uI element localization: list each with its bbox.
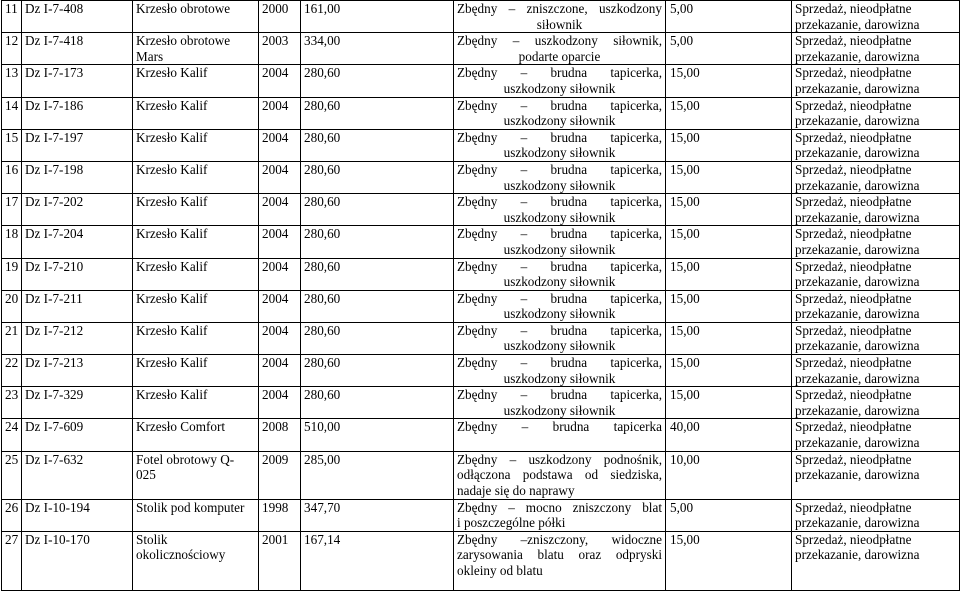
- cell-disposal-line: przekazanie, darowizna: [795, 547, 920, 563]
- cell-no: 24: [2, 419, 22, 451]
- cell-price: 15,00: [666, 129, 792, 161]
- cell-inv: Dz I-7-609: [22, 419, 133, 451]
- table-row: [2, 129, 960, 161]
- cell-reason: [454, 531, 666, 590]
- cell-reason: [454, 499, 666, 531]
- cell-inv: Dz I-7-210: [22, 258, 133, 290]
- cell-reason: [454, 419, 666, 451]
- cell-disposal-line: Sprzedaż, nieodpłatne: [795, 33, 912, 49]
- cell-reason-line: uszkodzony siłownik: [503, 370, 616, 386]
- cell-disposal-line: Sprzedaż, nieodpłatne: [795, 65, 912, 81]
- cell-name: [133, 33, 259, 65]
- cell-reason-line: Zbędny – brudna tapicerka,: [457, 161, 662, 177]
- cell-inv: Dz I-7-418: [22, 33, 133, 65]
- cell-value: 280,60: [301, 161, 454, 193]
- cell-name: Krzesło Kalif: [133, 322, 259, 354]
- cell-year: 2003: [259, 33, 301, 65]
- cell-disposal-line: Sprzedaż, nieodpłatne: [795, 226, 912, 242]
- table-row: [2, 387, 960, 419]
- cell-reason-line: Zbędny – uszkodzony siłownik,: [457, 33, 662, 49]
- cell-disposal: [792, 258, 960, 290]
- cell-disposal-line: przekazanie, darowizna: [795, 435, 920, 451]
- cell-name: Krzesło obrotowe: [133, 1, 259, 33]
- cell-reason-line: Zbędny – brudna tapicerka,: [457, 322, 662, 338]
- cell-disposal: [792, 322, 960, 354]
- cell-year: 2009: [259, 451, 301, 499]
- cell-disposal-line: Sprzedaż, nieodpłatne: [795, 258, 912, 274]
- cell-reason: [454, 129, 666, 161]
- cell-no: 25: [2, 451, 22, 499]
- cell-no: 27: [2, 531, 22, 590]
- cell-value: 280,60: [301, 387, 454, 419]
- cell-name: Krzesło Kalif: [133, 387, 259, 419]
- cell-disposal: [792, 129, 960, 161]
- cell-reason-line: Zbędny – brudna tapicerka,: [457, 387, 662, 403]
- cell-no: 15: [2, 129, 22, 161]
- cell-reason-line: Zbędny – mocno zniszczony blat: [457, 499, 662, 515]
- table-row: [2, 33, 960, 65]
- cell-reason-line: nadaje się do naprawy: [457, 482, 575, 498]
- cell-year: 2004: [259, 387, 301, 419]
- cell-no: 17: [2, 194, 22, 226]
- cell-reason-line: Zbędny – brudna tapicerka,: [457, 97, 662, 113]
- table-row: [2, 194, 960, 226]
- cell-disposal-line: przekazanie, darowizna: [795, 16, 920, 32]
- cell-reason-line: uszkodzony siłownik: [503, 145, 616, 161]
- cell-reason: [454, 97, 666, 129]
- cell-reason: [454, 226, 666, 258]
- cell-no: 26: [2, 499, 22, 531]
- cell-year: 2004: [259, 194, 301, 226]
- cell-price: 10,00: [666, 451, 792, 499]
- cell-disposal-line: przekazanie, darowizna: [795, 515, 920, 531]
- cell-disposal-line: przekazanie, darowizna: [795, 402, 920, 418]
- cell-reason: [454, 258, 666, 290]
- cell-year: 2008: [259, 419, 301, 451]
- cell-disposal: [792, 387, 960, 419]
- table-row: [2, 258, 960, 290]
- cell-price: 15,00: [666, 355, 792, 387]
- cell-reason-line: okleiny od blatu: [457, 563, 543, 578]
- cell-inv: Dz I-7-213: [22, 355, 133, 387]
- cell-inv: Dz I-7-408: [22, 1, 133, 33]
- cell-disposal-line: przekazanie, darowizna: [795, 177, 920, 193]
- cell-disposal: [792, 290, 960, 322]
- cell-reason-line: uszkodzony siłownik: [503, 338, 616, 354]
- table-row: [2, 451, 960, 499]
- cell-reason-line: zarysowania blatu oraz odpryski: [457, 547, 662, 563]
- cell-no: 13: [2, 65, 22, 97]
- cell-disposal: [792, 451, 960, 499]
- cell-year: 2004: [259, 290, 301, 322]
- cell-reason: [454, 194, 666, 226]
- table-row: [2, 499, 960, 531]
- cell-disposal: [792, 499, 960, 531]
- cell-price: 15,00: [666, 194, 792, 226]
- cell-disposal: [792, 161, 960, 193]
- cell-year: 2004: [259, 65, 301, 97]
- cell-reason-line: Zbędny – brudna tapicerka,: [457, 194, 662, 210]
- cell-value: 280,60: [301, 290, 454, 322]
- cell-name-line: Fotel obrotowy Q-: [136, 451, 235, 467]
- cell-year: 2000: [259, 1, 301, 33]
- cell-disposal-line: przekazanie, darowizna: [795, 48, 920, 64]
- cell-year: 2004: [259, 355, 301, 387]
- cell-disposal-line: przekazanie, darowizna: [795, 306, 920, 322]
- asset-table: [1, 0, 960, 591]
- cell-disposal-line: Sprzedaż, nieodpłatne: [795, 129, 912, 145]
- cell-disposal: [792, 1, 960, 33]
- cell-reason: [454, 355, 666, 387]
- cell-reason-line: uszkodzony siłownik: [503, 402, 616, 418]
- cell-inv: Dz I-7-197: [22, 129, 133, 161]
- cell-reason: [454, 1, 666, 33]
- cell-value: 280,60: [301, 129, 454, 161]
- cell-name: Krzesło Kalif: [133, 290, 259, 322]
- cell-price: 15,00: [666, 97, 792, 129]
- cell-value: 280,60: [301, 65, 454, 97]
- cell-year: 2004: [259, 97, 301, 129]
- table-row: [2, 355, 960, 387]
- cell-price: 15,00: [666, 65, 792, 97]
- cell-inv: Dz I-7-632: [22, 451, 133, 499]
- cell-no: 20: [2, 290, 22, 322]
- cell-reason-line: uszkodzony siłownik: [503, 209, 616, 225]
- cell-name: Stolik pod komputer: [133, 499, 259, 531]
- cell-name-line: okolicznościowy: [136, 547, 226, 563]
- cell-value: 285,00: [301, 451, 454, 499]
- cell-disposal: [792, 194, 960, 226]
- cell-price: 40,00: [666, 419, 792, 451]
- cell-reason: [454, 161, 666, 193]
- cell-price: 15,00: [666, 258, 792, 290]
- cell-disposal: [792, 33, 960, 65]
- cell-price: 5,00: [666, 1, 792, 33]
- cell-price: 15,00: [666, 322, 792, 354]
- cell-no: 14: [2, 97, 22, 129]
- cell-name: Krzesło Kalif: [133, 97, 259, 129]
- cell-reason-line: Zbędny – brudna tapicerka,: [457, 226, 662, 242]
- cell-disposal-line: Sprzedaż, nieodpłatne: [795, 97, 912, 113]
- cell-reason-line: odłączona podstawa od siedziska,: [457, 467, 662, 483]
- cell-inv: Dz I-7-329: [22, 387, 133, 419]
- cell-name: Krzesło Kalif: [133, 355, 259, 387]
- cell-inv: Dz I-7-202: [22, 194, 133, 226]
- cell-year: 2004: [259, 322, 301, 354]
- cell-name: Krzesło Kalif: [133, 65, 259, 97]
- cell-year: 2004: [259, 226, 301, 258]
- cell-disposal-line: Sprzedaż, nieodpłatne: [795, 387, 912, 403]
- cell-reason-line: Zbędny –zniszczony, widoczne: [457, 531, 662, 547]
- cell-year: 2004: [259, 258, 301, 290]
- cell-name: [133, 531, 259, 590]
- cell-reason: [454, 451, 666, 499]
- cell-name: [133, 451, 259, 499]
- cell-reason-line: uszkodzony siłownik: [503, 80, 616, 96]
- cell-inv: Dz I-7-211: [22, 290, 133, 322]
- cell-no: 18: [2, 226, 22, 258]
- cell-no: 11: [2, 1, 22, 33]
- cell-inv: Dz I-10-170: [22, 531, 133, 590]
- cell-reason-line: i poszczególne półki: [457, 515, 566, 531]
- table-row: [2, 226, 960, 258]
- cell-inv: Dz I-7-186: [22, 97, 133, 129]
- cell-disposal: [792, 355, 960, 387]
- cell-value: 280,60: [301, 97, 454, 129]
- cell-inv: Dz I-7-204: [22, 226, 133, 258]
- cell-name: Krzesło Kalif: [133, 129, 259, 161]
- cell-price: 5,00: [666, 499, 792, 531]
- cell-disposal-line: przekazanie, darowizna: [795, 241, 920, 257]
- cell-reason-line: Zbędny – uszkodzony podnośnik,: [457, 451, 662, 467]
- cell-year: 2001: [259, 531, 301, 590]
- cell-reason-line: Zbędny – zniszczone, uszkodzony: [457, 1, 662, 16]
- cell-no: 12: [2, 33, 22, 65]
- cell-disposal-line: przekazanie, darowizna: [795, 467, 920, 483]
- cell-value: 167,14: [301, 531, 454, 590]
- cell-disposal-line: przekazanie, darowizna: [795, 145, 920, 161]
- cell-price: 15,00: [666, 226, 792, 258]
- table-row: [2, 65, 960, 97]
- table-row: [2, 97, 960, 129]
- cell-name: Krzesło Kalif: [133, 161, 259, 193]
- cell-reason-line: uszkodzony siłownik: [503, 274, 616, 290]
- cell-disposal: [792, 419, 960, 451]
- cell-reason: [454, 322, 666, 354]
- cell-disposal-line: przekazanie, darowizna: [795, 113, 920, 129]
- cell-disposal-line: przekazanie, darowizna: [795, 274, 920, 290]
- cell-disposal-line: przekazanie, darowizna: [795, 370, 920, 386]
- cell-price: 5,00: [666, 33, 792, 65]
- cell-value: 280,60: [301, 322, 454, 354]
- cell-value: 347,70: [301, 499, 454, 531]
- cell-value: 280,60: [301, 355, 454, 387]
- cell-price: 15,00: [666, 387, 792, 419]
- cell-no: 19: [2, 258, 22, 290]
- cell-reason-line: podarte oparcie: [518, 48, 601, 64]
- cell-name-line: Krzesło obrotowe: [136, 33, 231, 49]
- cell-reason-line: uszkodzony siłownik: [503, 241, 616, 257]
- cell-no: 23: [2, 387, 22, 419]
- cell-reason-line: uszkodzony siłownik: [503, 306, 616, 322]
- cell-price: 15,00: [666, 290, 792, 322]
- cell-disposal: [792, 97, 960, 129]
- cell-disposal: [792, 65, 960, 97]
- cell-disposal-line: Sprzedaż, nieodpłatne: [795, 499, 912, 515]
- cell-disposal-line: Sprzedaż, nieodpłatne: [795, 419, 912, 435]
- cell-disposal-line: przekazanie, darowizna: [795, 80, 920, 96]
- cell-year: 2004: [259, 161, 301, 193]
- cell-name-line: 025: [136, 467, 156, 483]
- cell-name: Krzesło Comfort: [133, 419, 259, 451]
- asset-table-body: [2, 1, 960, 591]
- cell-year: 1998: [259, 499, 301, 531]
- cell-value: 280,60: [301, 258, 454, 290]
- cell-reason-line: siłownik: [536, 16, 583, 32]
- table-row: [2, 161, 960, 193]
- cell-reason: [454, 290, 666, 322]
- cell-reason-line: Zbędny – brudna tapicerka,: [457, 65, 662, 81]
- cell-reason: [454, 65, 666, 97]
- cell-no: 21: [2, 322, 22, 354]
- cell-disposal-line: Sprzedaż, nieodpłatne: [795, 161, 912, 177]
- cell-name-line: Mars: [136, 48, 164, 64]
- cell-reason-line: Zbędny – brudna tapicerka,: [457, 290, 662, 306]
- cell-name: Krzesło Kalif: [133, 194, 259, 226]
- cell-inv: Dz I-7-212: [22, 322, 133, 354]
- cell-price: 15,00: [666, 531, 792, 590]
- cell-disposal-line: Sprzedaż, nieodpłatne: [795, 451, 912, 467]
- cell-inv: Dz I-7-173: [22, 65, 133, 97]
- table-row: [2, 1, 960, 33]
- cell-reason-line: uszkodzony siłownik: [503, 113, 616, 129]
- cell-disposal: [792, 226, 960, 258]
- cell-no: 22: [2, 355, 22, 387]
- cell-value: 510,00: [301, 419, 454, 451]
- cell-price: 15,00: [666, 161, 792, 193]
- cell-reason: [454, 387, 666, 419]
- cell-name-line: Stolik: [136, 531, 168, 547]
- cell-reason-line: Zbędny – brudna tapicerka,: [457, 129, 662, 145]
- cell-name: Krzesło Kalif: [133, 258, 259, 290]
- cell-disposal-line: Sprzedaż, nieodpłatne: [795, 290, 912, 306]
- cell-value: 280,60: [301, 226, 454, 258]
- cell-name: Krzesło Kalif: [133, 226, 259, 258]
- cell-disposal-line: Sprzedaż, nieodpłatne: [795, 531, 912, 547]
- table-row: [2, 322, 960, 354]
- cell-disposal-line: Sprzedaż, nieodpłatne: [795, 1, 912, 16]
- cell-reason-line: uszkodzony siłownik: [503, 177, 616, 193]
- cell-value: 161,00: [301, 1, 454, 33]
- cell-reason-line: Zbędny – brudna tapicerka,: [457, 355, 662, 371]
- cell-disposal: [792, 531, 960, 590]
- cell-year: 2004: [259, 129, 301, 161]
- cell-reason-line: Zbędny – brudna tapicerka,: [457, 258, 662, 274]
- cell-inv: Dz I-10-194: [22, 499, 133, 531]
- cell-value: 334,00: [301, 33, 454, 65]
- cell-inv: Dz I-7-198: [22, 161, 133, 193]
- cell-disposal-line: Sprzedaż, nieodpłatne: [795, 194, 912, 210]
- cell-disposal-line: Sprzedaż, nieodpłatne: [795, 355, 912, 371]
- cell-reason-line: Zbędny – brudna tapicerka: [457, 419, 662, 435]
- table-row: [2, 290, 960, 322]
- cell-reason: [454, 33, 666, 65]
- cell-disposal-line: przekazanie, darowizna: [795, 209, 920, 225]
- cell-no: 16: [2, 161, 22, 193]
- cell-disposal-line: Sprzedaż, nieodpłatne: [795, 322, 912, 338]
- cell-disposal-line: przekazanie, darowizna: [795, 338, 920, 354]
- cell-value: 280,60: [301, 194, 454, 226]
- table-row: [2, 531, 960, 590]
- table-row: [2, 419, 960, 451]
